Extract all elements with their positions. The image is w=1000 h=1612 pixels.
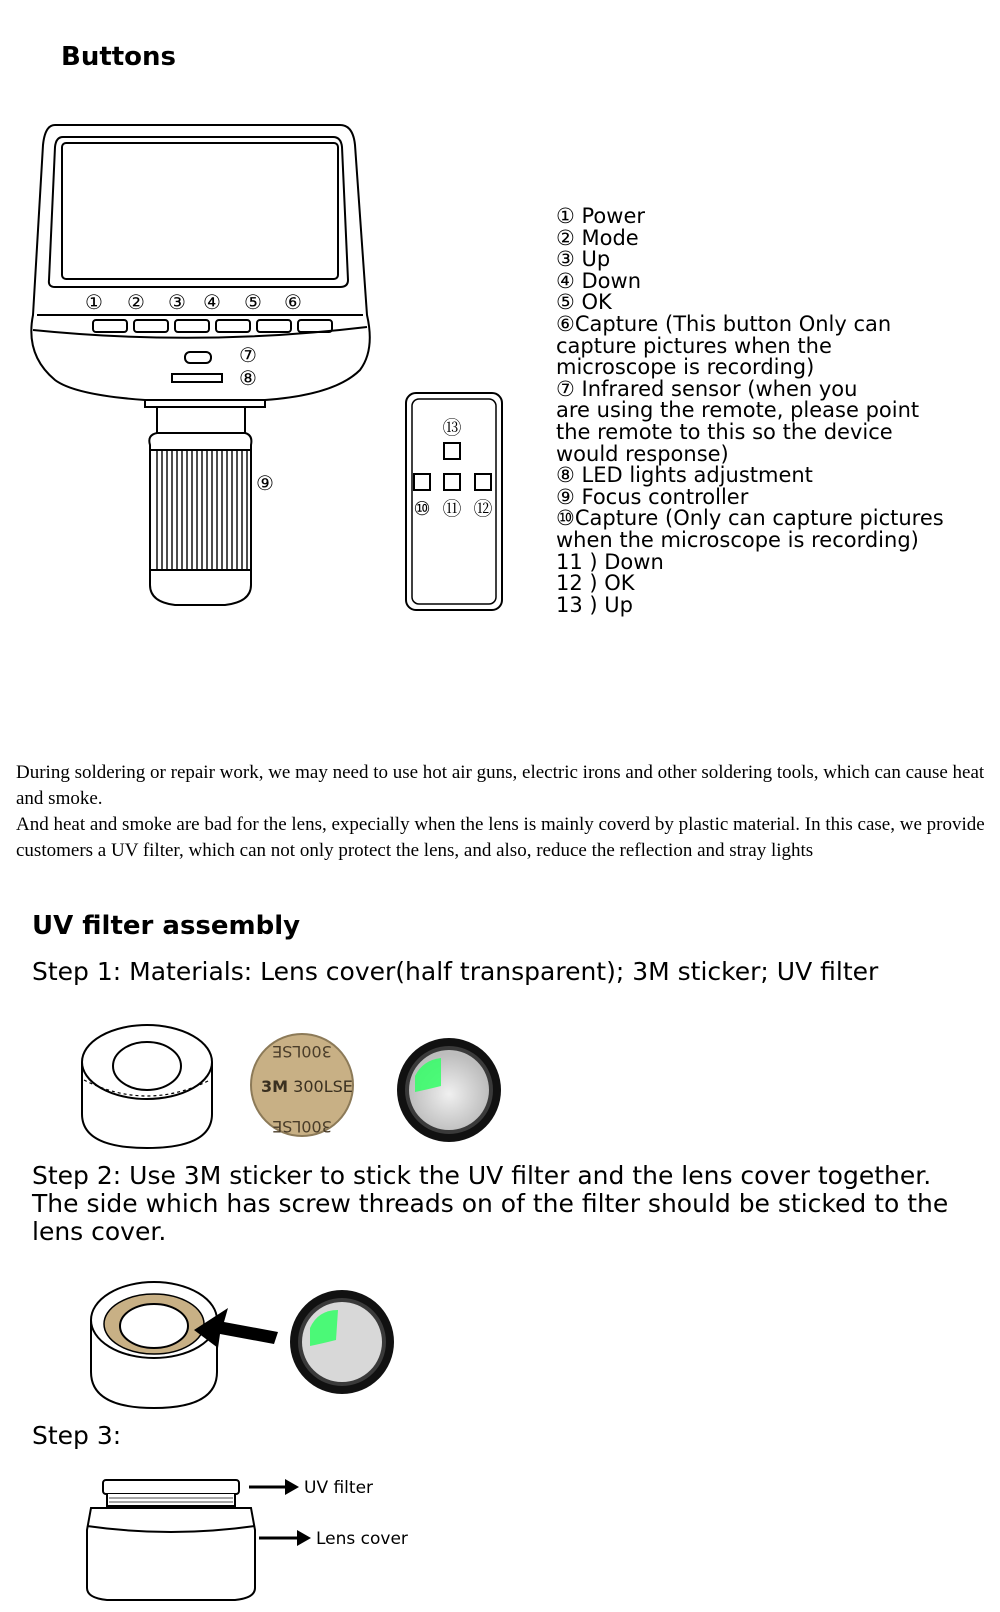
remote-label-10: ⑩: [413, 498, 431, 520]
legend-item: ② Mode: [556, 225, 639, 250]
legend-item: 11 ) Down: [556, 549, 664, 574]
sticker-image: [249, 1032, 355, 1138]
legend-item: ⑨ Focus controller: [556, 484, 749, 509]
lens-cover-image: [78, 1020, 216, 1152]
device-label-8: ⑧: [239, 366, 257, 390]
device-label-7: ⑦: [239, 343, 257, 367]
legend-item: ⑤ OK: [556, 290, 612, 315]
step-2-text: Step 2: Use 3M sticker to stick the UV filter and the lens cover together. The side which has screw threads on of the filter should be sticked to the lens cover.: [32, 1161, 949, 1246]
device-label-2: ②: [127, 290, 145, 314]
description-paragraph: During soldering or repair work, we may need to use hot air guns, electric irons and other soldering tools, which can cause heat and smoke.: [16, 762, 985, 809]
button-legend: [556, 206, 986, 616]
step-1-text: Step 1: Materials: Lens cover(half transparent); 3M sticker; UV filter: [32, 957, 879, 986]
legend-item: ⑥Capture (This button Only can capture pictures when the microscope is recording): [556, 311, 892, 380]
description-paragraph: And heat and smoke are bad for the lens, expecially when the lens is mainly coverd by plastic material. In this case, we provide customers a UV filter, which can not only protect the lens, and also, reduce the reflection and stray lights: [16, 814, 985, 861]
device-label-6: ⑥: [284, 290, 302, 314]
device-label-5: ⑤: [244, 290, 262, 314]
uv-filter-image: [395, 1036, 503, 1144]
legend-item: ⑩Capture (Only can capture pictures when the microscope is recording): [556, 506, 944, 552]
remote-label-12: ⑫: [473, 498, 493, 520]
legend-item: ③ Up: [556, 247, 611, 272]
label-lens-cover: Lens cover: [316, 1529, 408, 1549]
remote-label-13: ⑬: [442, 417, 462, 439]
device-label-4: ④: [203, 290, 221, 314]
legend-item: ⑦ Infrared sensor (when you are using the remote, please point the remote to this so the device would response): [556, 376, 920, 466]
sticker-text-top: 300LSE: [272, 1042, 332, 1061]
legend-item: ① Power: [556, 204, 645, 228]
uv-section-title: UV filter assembly: [32, 911, 301, 941]
remote-label-11: ⑪: [442, 498, 462, 520]
step-3-text: Step 3:: [32, 1421, 122, 1450]
legend-item: 12 ) OK: [556, 571, 635, 596]
description: [16, 760, 988, 864]
legend-item: ④ Down: [556, 268, 642, 293]
label-uv-filter: UV filter: [304, 1478, 374, 1498]
sticker-text-mid: 300LSE: [293, 1077, 353, 1096]
sticker-brand: 3M: [261, 1077, 289, 1096]
lens-cover-with-sticker-image: [88, 1272, 398, 1417]
legend-item: 13 ) Up: [556, 592, 633, 617]
device-label-1: ①: [85, 290, 103, 314]
remote-illustration: [403, 390, 508, 615]
microscope-illustration: [15, 115, 385, 610]
svg-text:3M 300LSE: [261, 1077, 353, 1096]
sticker-text-bottom: 300LSE: [272, 1117, 332, 1136]
device-label-9: ⑨: [256, 471, 274, 495]
buttons-title: Buttons: [61, 42, 177, 72]
legend-item: ⑧ LED lights adjustment: [556, 463, 813, 488]
device-label-3: ③: [168, 290, 186, 314]
assembly-side-view: [85, 1470, 425, 1605]
